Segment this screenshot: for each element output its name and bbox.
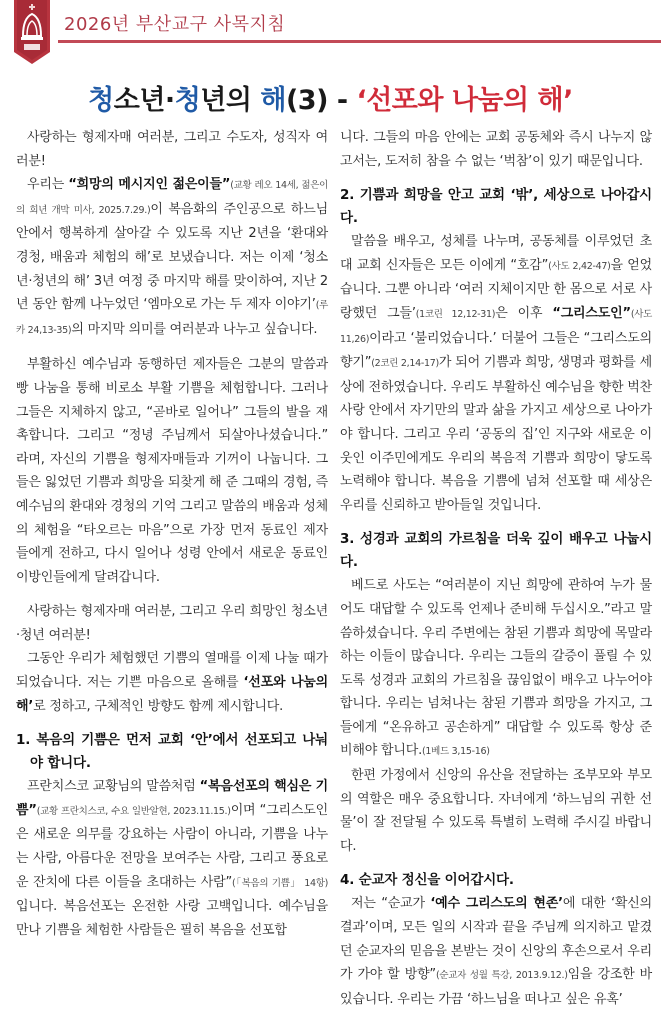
emphasis: ‘예수 그리스도의 현존’ (430, 896, 563, 912)
text: 의 마지막 의미를 여러분과 나누고 싶습니다. (71, 321, 318, 337)
text: 베드로 사도는 “여러분이 지닌 희망에 관하여 누가 물어도 대답할 수 있도록 언제나 준비해 두십시오.”라고 말씀하셨습니다. 우리 주변에는 참된 기쁨과 희망에 목말라하는 이들이 많습니다. 우리는 그들의 갈증이 풀릴 수 있도록 성경과 교회의 가르침을 끊임없이 배우고 나누어야 합니다. 우리는 넘쳐나는 참된 기쁨과 희망을 가지고, 그들에게 “온유하고 공손하게” 대답할 수 있도록 항상 준비해야 합니다. (340, 578, 652, 759)
citation: (1코린 12,12-31) (415, 308, 496, 320)
spacer (16, 342, 328, 353)
text: 이며 “그리스도인은 새로운 의무를 강요하는 사람이 아니라, 기쁨을 나누는 사람, 아름다운 전망을 보여주는 사람, 그리고 풍요로운 잔치에 다른 이들을 초대하는 사람” (16, 802, 328, 890)
page-title (0, 78, 661, 117)
text: 프란치스코 교황님의 말씀처럼 (27, 779, 200, 795)
text: 그동안 우리가 체험했던 기쁨의 열매를 이제 나눌 때가 되었습니다. 저는 기쁜 마음으로 올해를 (16, 651, 328, 691)
title-segment: (3) - (285, 85, 357, 116)
text: 저는 “순교가 (351, 896, 431, 912)
citation: (사도 11,26) (340, 308, 653, 345)
title-segment: 해 (260, 85, 286, 116)
paragraph (340, 230, 652, 517)
text: 로 정하고, 구체적인 방향도 함께 제시합니다. (33, 698, 284, 714)
paragraph (340, 892, 652, 1011)
citation: (교황 레오 14세, 젊은이의 희년 개막 미사, 2025.7.29.) (16, 180, 328, 216)
spacer (16, 589, 328, 600)
paragraph (16, 173, 328, 342)
text: 임을 강조한 바 있습니다. 우리는 가끔 ‘하느님을 떠나고 싶은 유혹’ (340, 967, 652, 1007)
citation: (사도 2,42-47) (548, 260, 611, 272)
citation: (2코린 2,14-17) (371, 358, 439, 370)
emphasis: ‘선포와 나눔의 해’ (16, 675, 329, 714)
text: 입니다. 복음선포는 온전한 사랑 고백입니다. 예수님을 만나 기쁨을 체험한 사람들은 필히 복음을 선포합 (16, 899, 328, 938)
section-heading-1: 1. 복음의 기쁨은 먼저 교회 ‘안’에서 선포되고 나눠야 합니다. (16, 732, 328, 772)
text: 이라고 ‘불리었습니다.’ 더불어 그들은 “그리스도의 향기” (340, 330, 652, 371)
text: 을 얻었습니다. 그뿐 아니라 ‘여러 지체이지만 한 몸으로 서로 사랑했던 그들’ (340, 257, 652, 321)
spacer (340, 858, 652, 869)
section-heading-2: 2. 기쁨과 희망을 안고 교회 ‘밖’, 세상으로 나아갑시다. (340, 187, 652, 227)
title-segment: 년의 (200, 85, 261, 116)
citation: (교황 프란치스코, 수요 일반알현, 2023.11.15.) (36, 805, 231, 817)
paragraph: 사랑하는 형제자매 여러분, 그리고 우리 희망인 청소년·청년 여러분! (16, 604, 328, 643)
emphasis: “그리스도인” (552, 305, 631, 321)
spacer (16, 718, 328, 729)
header-title: 2026년 부산교구 사목지침 (64, 14, 286, 35)
paragraph: 부활하신 예수님과 동행하던 제자들은 그분의 말씀과 빵 나눔을 통해 비로소 부활 기쁨을 체험합니다. 그러나 그들은 지체하지 않고, “곧바로 일어나” 그들의 발을 재촉합니다. 그리고 “정녕 주님께서 되살아나셨습니다.” 라며, 자신의 기쁨을 형제자매들과 기꺼이 나눕니다. 그들은 잃었던 기쁨과 희망을 되찾게 해 준 그때의 경험, 즉 예수님의 환대와 경청의 기억 그리고 말씀의 배움과 성체의 체험을 “타오르는 마음”으로 가장 먼저 동료인 제자들에게 전하고, 다시 일어나 성령 안에서 새로운 동료인 이방인들에게 달려갑니다. (16, 357, 328, 585)
text: 우리는 (27, 177, 69, 193)
paragraph: 니다. 그들의 마음 안에는 교회 공동체와 즉시 나누지 않고서는, 도저히 참을 수 없는 ‘벅참’이 있기 때문입니다. (340, 130, 652, 169)
text: 말씀을 배우고, 성체를 나누며, 공동체를 이루었던 초대 교회 신자들은 모든 이에게 “호감” (340, 234, 652, 273)
text: 은 이후 (495, 305, 553, 321)
title-segment: 청 (174, 85, 201, 116)
paragraph (16, 647, 328, 718)
citation: (순교자 성월 특강, 2013.9.12.) (435, 970, 568, 982)
emphasis: “희망의 메시지인 젊은이들” (68, 177, 231, 193)
title-segment: 청 (88, 85, 114, 116)
section-heading-4: 4. 순교자 정신을 이어갑시다. (340, 872, 514, 889)
page-header (0, 0, 661, 62)
paragraph (340, 574, 652, 764)
header-rule (58, 40, 661, 43)
text: 에 대한 ‘확신의 결과’이며, 모든 일의 시작과 끝을 주님께 의지하고 맡겼던 순교자의 믿음을 본받는 것이 신앙의 후손으로서 우리가 가야 할 방향” (340, 896, 652, 983)
left-column (16, 126, 328, 942)
spacer (340, 517, 652, 528)
citation: (1베드 3,15-16) (422, 746, 490, 758)
citation: (루카 24,13-35) (16, 300, 328, 336)
paragraph: 사랑하는 형제자매 여러분, 그리고 수도자, 성직자 여러분! (16, 130, 328, 169)
text: 이 복음화의 주인공으로 하느님 안에서 행복하게 살아갈 수 있도록 지난 2년을 ‘환대와 경청, 배움과 체험의 해’로 보냈습니다. 저는 이제 ‘청소년·청년의 해’ 3년 여정 중 마지막 해를 맞이하여, 지난 2년 동안 함께 나누었던 ‘엠마오로 가는 두 제자 이야기’ (16, 201, 328, 313)
paragraph: 한편 가정에서 신앙의 유산을 전달하는 조부모와 부모의 역할은 매우 중요합니다. 자녀에게 ‘하느님의 귀한 선물’이 잘 전달될 수 있도록 특별히 노력해 주시길 바랍니다. (340, 768, 652, 854)
section-heading-3: 3. 성경과 교회의 가르침을 더욱 깊이 배우고 나눕시다. (340, 531, 652, 571)
paragraph (16, 775, 328, 942)
citation: (「복음의 기쁨」 14항) (232, 877, 328, 889)
title-segment: 소년· (113, 85, 175, 116)
diocese-crest-icon (14, 0, 50, 66)
title-segment: ‘선포와 나눔의 해’ (356, 85, 573, 116)
emphasis: “복음선포의 핵심은 기쁨” (16, 779, 329, 818)
text: 가 되어 기쁨과 희망, 생명과 평화를 세상에 전하였습니다. 우리도 부활하신 예수님을 향한 벅찬 사랑 안에서 자기만의 말과 삶을 가지고 세상으로 나아가야 합니다. 그리고 우리 ‘공동의 집’인 지구와 새로운 이웃인 이주민에게도 우리의 복음적 기쁨과 희망이 닿도록 노력해야 합니다. 복음을 기쁨에 넘쳐 선포할 때 세상은 우리를 신뢰하고 받아들일 것입니다. (340, 355, 652, 513)
right-column (340, 126, 652, 1011)
spacer (340, 173, 652, 184)
